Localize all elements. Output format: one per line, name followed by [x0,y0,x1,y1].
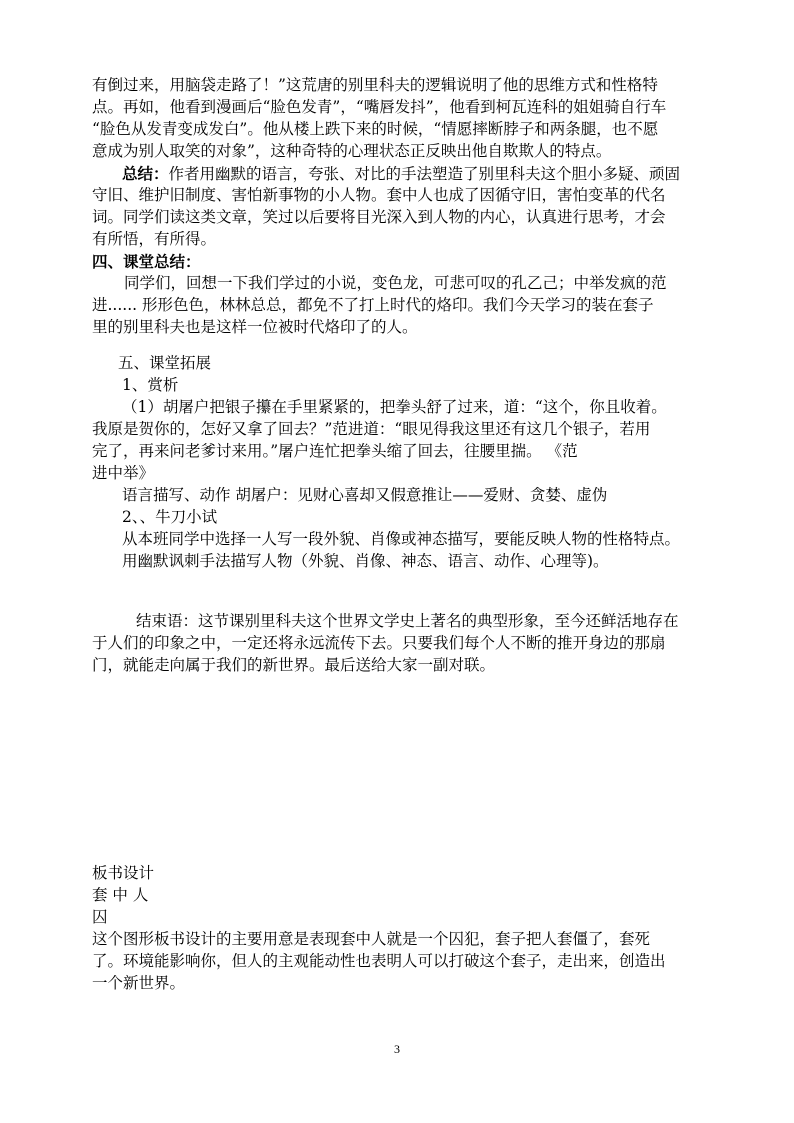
text-line [118,352,704,375]
text-line-content: （1）胡屠户把银子攥在手里紧紧的，把拳头舒了过来，道：“这个，你且收着。 [122,398,667,416]
text-line-content: 作者用幽默的语言，夸张、对比的手法塑造了别里科夫这个胆小多疑、顽固 [168,165,681,183]
page-number: 3 [394,1042,400,1056]
text-line [92,440,704,463]
text-line [92,316,704,339]
text-line [122,506,704,529]
text-line [124,272,704,295]
text-line [122,396,704,419]
text-line-content: 四、课堂总结： [92,252,201,271]
text-line [92,140,704,163]
text-line [122,484,704,507]
text-line-content: 点。再如，他看到漫画后“脸色发青”，“嘴唇发抖”，他看到柯瓦连科的姐姐骑自行车 [92,98,667,116]
text-line [92,184,704,207]
text-line [136,610,704,633]
text-line-content: 套 中 人 [92,886,149,904]
text-line-content: 同学们，回想一下我们学过的小说，变色龙，可悲可叹的孔乙己；中举发疯的范 [124,274,667,292]
text-line [92,462,704,485]
text-line [122,374,704,397]
text-line-content: 板书设计 [92,864,155,882]
text-line-content: 于人们的印象之中，一定还将永远流传下去。只要我们每个人不断的推开身边的那扇 [92,634,666,652]
text-line-content: 门，就能走向属于我们的新世界。最后送给大家一副对联。 [92,656,496,674]
text-line [92,884,704,907]
text-line-content: 进中举》 [92,464,155,482]
text-line-content: 有倒过来，用脑袋走路了！”这荒唐的别里科夫的逻辑说明了他的思维方式和性格特 [92,76,658,94]
text-line-content: 里的别里科夫也是这样一位被时代烙印了的人。 [92,318,418,336]
text-line-content: 从本班同学中选择一人写一段外貌、肖像或神态描写，要能反映人物的性格特点。 [122,530,681,548]
text-line-content: 完了，再来问老爹讨来用。”屠户连忙把拳头缩了回去，往腰里揣。 《范 [92,442,578,460]
text-line [92,250,704,273]
text-line-content: 语言描写、动作 胡屠户：见财心喜却又假意推让——爱财、贪婪、虚伪 [122,486,608,504]
text-line-content: 用幽默讽刺手法描写人物（外貌、肖像、神态、语言、动作、心理等)。 [122,552,609,570]
text-line [92,654,704,677]
text-line-content: 意成为别人取笑的对象”，这种奇特的心理状态正反映出他自欺欺人的特点。 [92,142,612,160]
text-line [92,294,704,317]
text-line [92,228,704,251]
text-line-content: 1、赏析 [122,376,179,394]
text-line [122,162,704,186]
text-line [92,118,704,141]
text-line [92,74,704,97]
text-line-content: “脸色从发青变成发白”。他从楼上跌下来的时候，“情愿摔断脖子和两条腿，也不愿 [92,120,659,138]
text-line-content: 词。同学们读这类文章，笑过以后要将目光深入到人物的内心，认真进行思考，才会 [92,208,666,226]
text-line-content: 进...... 形形色色，林林总总，都免不了打上时代的烙印。我们今天学习的装在套子 [92,296,654,314]
text-line [92,972,704,995]
text-line [92,906,704,929]
text-line-content: 2、、牛刀小试 [122,508,218,526]
text-line [92,950,704,973]
text-line-content: 囚 [92,908,108,926]
text-line-content: 我原是贺你的，怎好又拿了回去？”范进道：“眼见得我这里还有这几个银子，若用 [92,420,651,438]
text-line [122,550,704,573]
text-line [122,528,704,551]
text-line [92,96,704,119]
text-line [92,418,704,441]
text-line-content: 这个图形板书设计的主要用意是表现套中人就是一个囚犯，套子把人套僵了，套死 [92,930,651,948]
summary-label: 总结： [122,164,169,183]
text-line [92,862,704,885]
text-line-content: 了。环境能影响你，但人的主观能动性也表明人可以打破这个套子，走出来，创造出 [92,952,666,970]
text-line [92,632,704,655]
text-line-content: 结束语：这节课别里科夫这个世界文学史上著名的典型形象，至今还鲜活地存在 [136,612,679,630]
text-line-content: 一个新世界。 [92,974,186,992]
text-line [92,928,704,951]
text-line-content: 守旧、维护旧制度、害怕新事物的小人物。套中人也成了因循守旧，害怕变革的代名 [92,186,666,204]
text-line-content: 五、课堂拓展 [118,354,212,372]
text-line-content: 有所悟，有所得。 [92,230,217,248]
text-line [92,206,704,229]
